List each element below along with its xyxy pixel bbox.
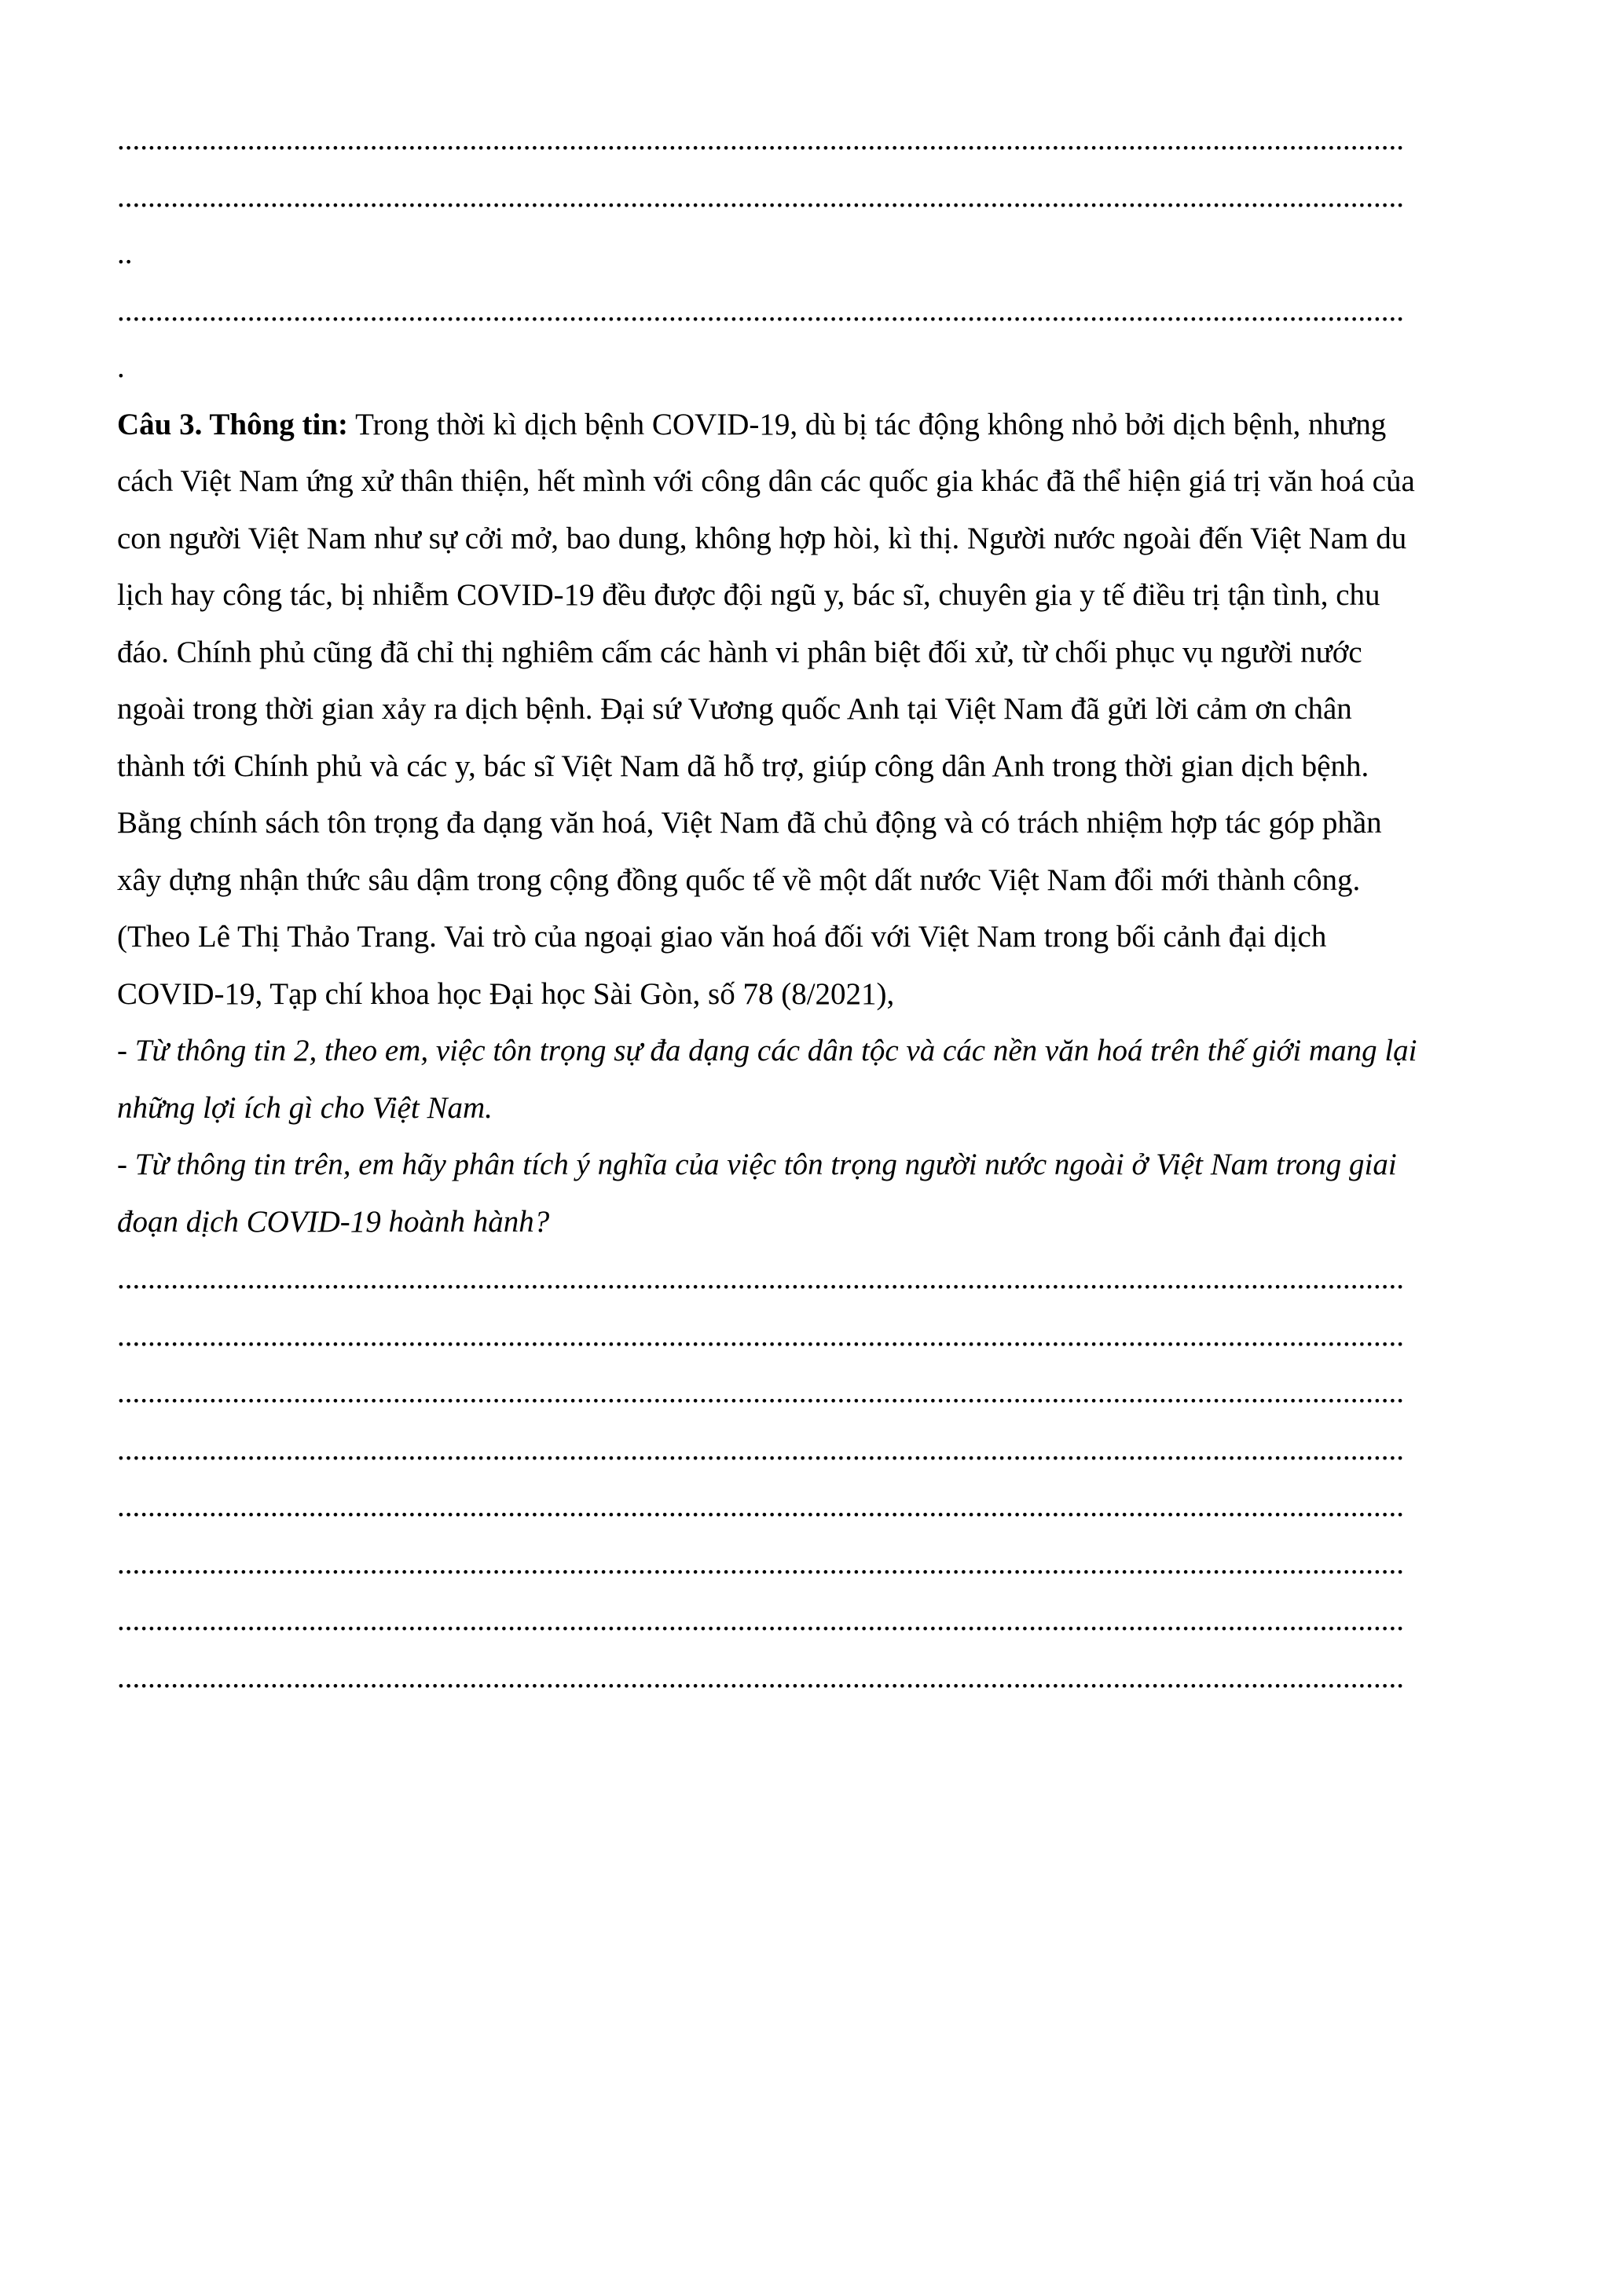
answer-line: ........................................................................................................................................................................ [117, 1489, 1404, 1523]
bottom-answer-area [117, 1251, 1512, 1706]
question-text-line: con người Việt Nam như sự cởi mở, bao dung, không hợp hòi, kì thị. Người nước ngoài đến Việt Nam du [117, 521, 1407, 555]
answer-line: ........................................................................................................................................................................ [117, 1432, 1404, 1467]
prompt-line: đoạn dịch COVID-19 hoành hành? [117, 1204, 550, 1239]
answer-line: ........................................................................................................................................................................ [117, 1375, 1404, 1409]
question-text-line: xây dựng nhận thức sâu dậm trong cộng đồng quốc tế về một dất nước Việt Nam đổi mới thành công. [117, 862, 1361, 897]
answer-line: ........................................................................................................................................................................ [117, 1546, 1404, 1580]
answer-line: ........................................................................................................................................................................ [117, 179, 1404, 214]
question-text-line: đáo. Chính phủ cũng đã chỉ thị nghiêm cấm các hành vi phân biệt đối xử, từ chối phục vụ người nước [117, 635, 1362, 669]
answer-line: ........................................................................................................................................................................ [117, 1660, 1404, 1694]
answer-line: ........................................................................................................................................................................ [117, 123, 1404, 156]
answer-line: .. [117, 236, 133, 270]
source-citation-line: COVID-19, Tạp chí khoa học Đại học Sài Gòn, số 78 (8/2021), [117, 976, 895, 1011]
answer-line: ........................................................................................................................................................................ [117, 1318, 1404, 1353]
top-answer-area [117, 112, 1512, 397]
question-3 [117, 397, 1512, 1251]
document-page [117, 112, 1512, 1706]
answer-line: ........................................................................................................................................................................ [117, 1262, 1404, 1295]
answer-line: ........................................................................................................................................................................ [117, 1603, 1404, 1637]
question-text-line: cách Việt Nam ứng xử thân thiện, hết mình với công dân các quốc gia khác đã thể hiện giá trị văn hoá của [117, 464, 1415, 498]
question-label: Câu 3. Thông tin: [117, 407, 349, 441]
question-text-line: Bằng chính sách tôn trọng đa dạng văn hoá, Việt Nam đã chủ động và có trách nhiệm hợp tác góp phần [117, 806, 1382, 840]
prompt-line: - Từ thông tin trên, em hãy phân tích ý nghĩa của việc tôn trọng người nước ngoài ở Việt Nam trong giai [117, 1148, 1397, 1181]
question-first-line [117, 397, 1512, 454]
question-text-line: Trong thời kì dịch bệnh COVID-19, dù bị tác động không nhỏ bởi dịch bệnh, nhưng [348, 407, 1387, 441]
question-text-line: lịch hay công tác, bị nhiễm COVID-19 đều được đội ngũ y, bác sĩ, chuyên gia y tế điều trị tận tình, chu [117, 578, 1380, 612]
prompt-line: những lợi ích gì cho Việt Nam. [117, 1090, 493, 1125]
answer-line: ........................................................................................................................................................................ [117, 293, 1404, 328]
question-text-line: thành tới Chính phủ và các y, bác sĩ Việt Nam dã hỗ trợ, giúp công dân Anh trong thời gian dịch bệnh. [117, 749, 1369, 783]
source-citation-line: (Theo Lê Thị Thảo Trang. Vai trò của ngoại giao văn hoá đối với Việt Nam trong bối cảnh đại dịch [117, 920, 1327, 954]
answer-line: . [117, 350, 125, 384]
prompt-line: - Từ thông tin 2, theo em, việc tôn trọng sự đa dạng các dân tộc và các nền văn hoá trên thế giới mang lại [117, 1034, 1417, 1067]
question-text-line: ngoài trong thời gian xảy ra dịch bệnh. Đại sứ Vương quốc Anh tại Việt Nam đã gửi lời cảm ơn chân [117, 692, 1352, 726]
